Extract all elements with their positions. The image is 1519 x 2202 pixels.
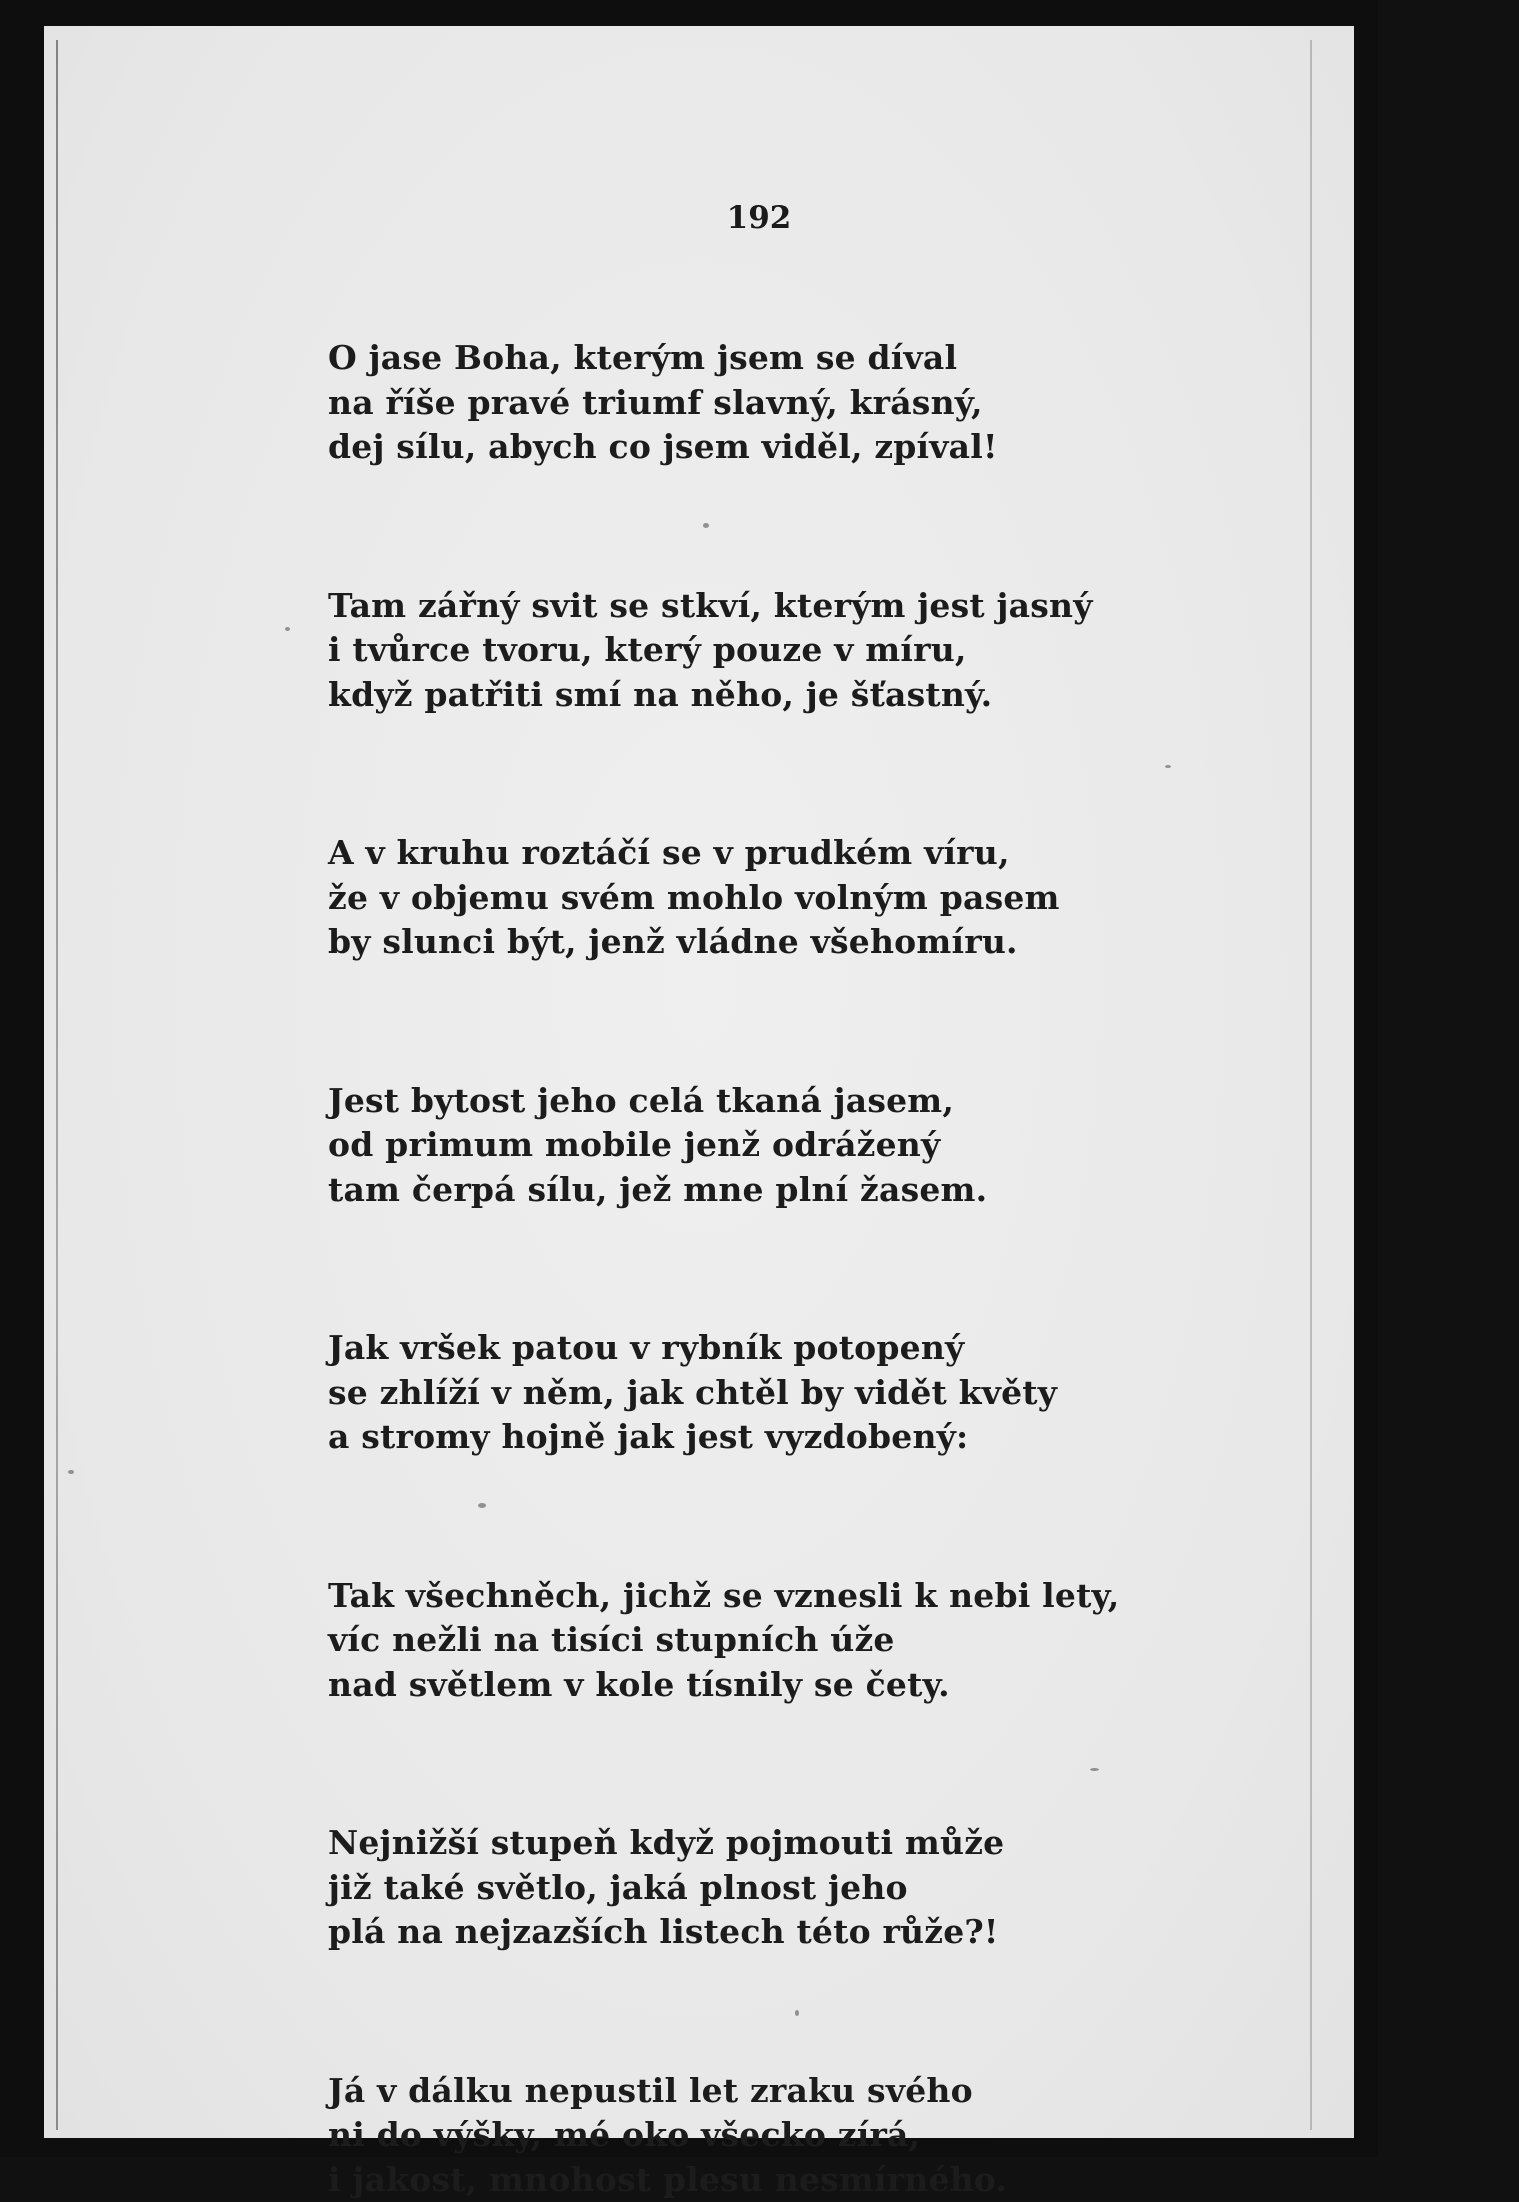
dust-speck xyxy=(68,1470,74,1474)
stanza-6 xyxy=(328,1574,1308,1708)
stanza-1 xyxy=(328,336,1308,470)
verse-line: že v objemu svém mohlo volným pasem xyxy=(328,876,1308,921)
verse-line: již také světlo, jaká plnost jeho xyxy=(328,1866,1308,1911)
stanza-4 xyxy=(328,1079,1308,1213)
page-edge-left xyxy=(56,40,58,2130)
verse-line: Tak všechněch, jichž se vznesli k nebi lety, xyxy=(328,1574,1308,1619)
verse-line: Nejnižší stupeň když pojmouti může xyxy=(328,1821,1308,1866)
poem-text xyxy=(328,336,1308,2202)
verse-line: nad světlem v kole tísnily se čety. xyxy=(328,1663,1308,1708)
verse-line: tam čerpá sílu, jež mne plní žasem. xyxy=(328,1168,1308,1213)
verse-line: ni do výšky, mé oko všecko zírá, xyxy=(328,2113,1308,2158)
page-number: 192 xyxy=(0,200,1519,236)
verse-line: i jakost, mnohost plesu nesmírného. xyxy=(328,2158,1308,2202)
stanza-5 xyxy=(328,1326,1308,1460)
stanza-7 xyxy=(328,1821,1308,1955)
stanza-8 xyxy=(328,2069,1308,2202)
verse-line: Tam zářný svit se stkví, kterým jest jasný xyxy=(328,584,1308,629)
verse-line: dej sílu, abych co jsem viděl, zpíval! xyxy=(328,425,1308,470)
verse-line: víc nežli na tisíci stupních úže xyxy=(328,1618,1308,1663)
verse-line: když patřiti smí na něho, je šťastný. xyxy=(328,673,1308,718)
verse-line: Jak vršek patou v rybník potopený xyxy=(328,1326,1308,1371)
verse-line: a stromy hojně jak jest vyzdobený: xyxy=(328,1415,1308,1460)
stanza-3 xyxy=(328,831,1308,965)
verse-line: Já v dálku nepustil let zraku svého xyxy=(328,2069,1308,2114)
verse-line: A v kruhu roztáčí se v prudkém víru, xyxy=(328,831,1308,876)
verse-line: O jase Boha, kterým jsem se díval xyxy=(328,336,1308,381)
page-edge-right xyxy=(1310,40,1312,2130)
verse-line: plá na nejzazších listech této růže?! xyxy=(328,1910,1308,1955)
verse-line: od primum mobile jenž odrážený xyxy=(328,1123,1308,1168)
dust-speck xyxy=(285,627,290,631)
verse-line: by slunci být, jenž vládne všehomíru. xyxy=(328,920,1308,965)
verse-line: se zhlíží v něm, jak chtěl by vidět květy xyxy=(328,1371,1308,1416)
stanza-2 xyxy=(328,584,1308,718)
verse-line: Jest bytost jeho celá tkaná jasem, xyxy=(328,1079,1308,1124)
verse-line: na říše pravé triumf slavný, krásný, xyxy=(328,381,1308,426)
verse-line: i tvůrce tvoru, který pouze v míru, xyxy=(328,628,1308,673)
